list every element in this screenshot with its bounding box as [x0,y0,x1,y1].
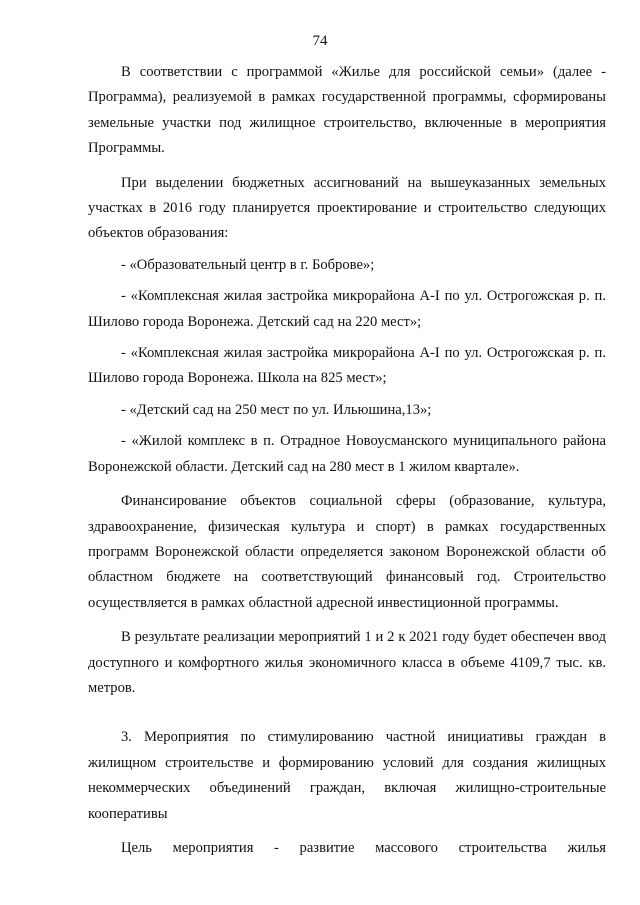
paragraph-goal: Цель мероприятия - развитие массового строительства жилья [121,839,606,856]
document-body [88,60,606,861]
section-heading-private-initiative: 3. Мероприятия по стимулированию частной инициативы граждан в жилищном строительстве и формированию условий для создания жилищных некоммерческих объединений граждан, включая жилищно-строительные кооперативы [88,729,606,822]
paragraph-program-intro: В соответствии с программой «Жилье для российской семьи» (далее - Программа), реализуемой в рамках государственной программы, сформированы земельные участки под жилищное строительство, включенные в мероприятия Программы. [88,64,606,157]
list-item-school-825: - «Комплексная жилая застройка микрорайона А-I по ул. Острогожская р. п. Шилово города Воронежа. Школа на 825 мест»; [88,345,606,387]
paragraph-results: В результате реализации мероприятий 1 и 2 к 2021 году будет обеспечен ввод доступного и комфортного жилья экономичного класса в объеме 4109,7 тыс. кв. метров. [88,629,606,696]
list-item-kindergarten-250: - «Детский сад на 250 мест по ул. Ильюшина,13»; [121,401,432,418]
paragraph-budget-allocations: При выделении бюджетных ассигнований на вышеуказанных земельных участках в 2016 году планируется проектирование и строительство следующих объектов образования: [88,174,606,242]
paragraph-social-financing: Финансирование объектов социальной сферы (образование, культура, здравоохранение, физическая культура и спорт) в рамках государственных программ Воронежской области определяется законом Воронежской области об областном бюджете на соответствующий финансовый год. Строительство осуществляется в рамках областной адресной инвестиционной программы. [88,493,606,611]
page-number: 74 [312,33,328,49]
list-item-kindergarten-280: - «Жилой комплекс в п. Отрадное Новоусманского муниципального района Воронежской области. Детский сад на 280 мест в 1 жилом квартале». [88,433,606,475]
list-item-kindergarten-220: - «Комплексная жилая застройка микрорайона А-I по ул. Острогожская р. п. Шилово города Воронежа. Детский сад на 220 мест»; [88,288,606,330]
list-item-bobrov-center: - «Образовательный центр в г. Боброве»; [121,256,375,273]
